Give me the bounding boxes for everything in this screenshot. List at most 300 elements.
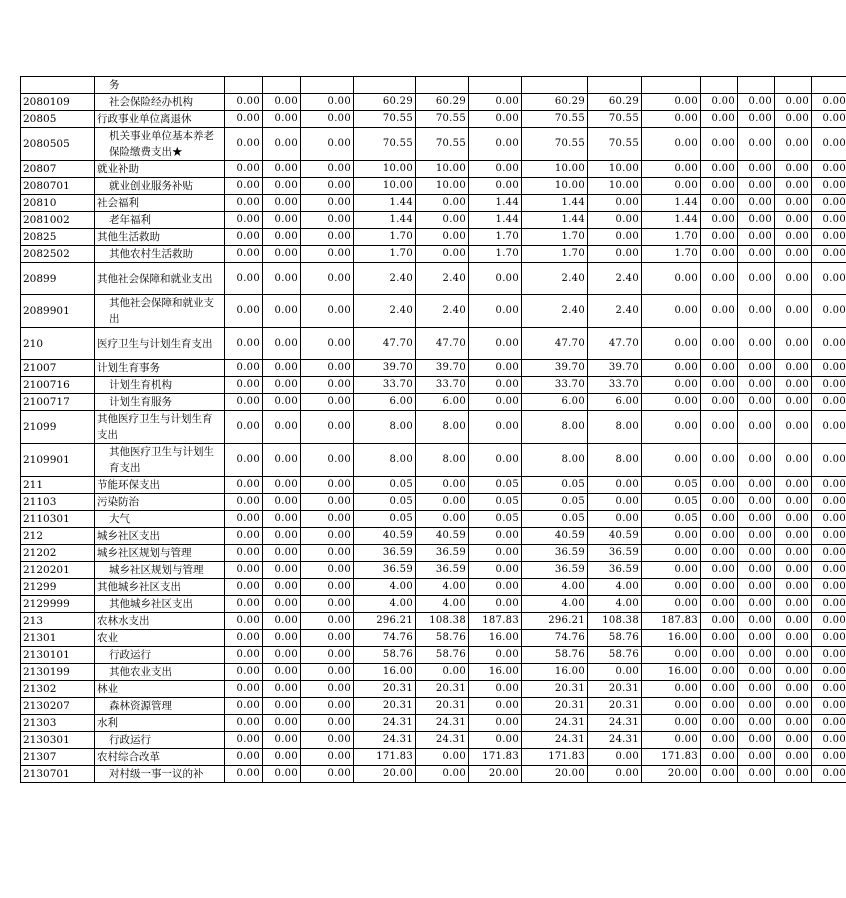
- amount-cell: 0.00: [301, 128, 354, 161]
- amount-cell: 0.00: [775, 295, 812, 328]
- amount-cell: 60.29: [354, 94, 416, 111]
- amount-cell: 0.00: [225, 111, 263, 128]
- amount-cell: 0.00: [225, 613, 263, 630]
- amount-cell: 0.00: [738, 444, 775, 477]
- amount-cell: 0.00: [812, 178, 846, 195]
- subject-code-cell: 20807: [21, 161, 95, 178]
- subject-name-cell: 社会保险经办机构: [95, 94, 225, 111]
- amount-cell: 0.00: [642, 715, 701, 732]
- subject-code-cell: 2129999: [21, 596, 95, 613]
- table-row: [21, 596, 846, 613]
- amount-cell: 0.00: [642, 528, 701, 545]
- amount-cell: 0.00: [701, 511, 738, 528]
- amount-cell: 0.00: [738, 411, 775, 444]
- amount-cell: 171.83: [642, 749, 701, 766]
- table-row: [21, 528, 846, 545]
- amount-cell: 0.00: [701, 360, 738, 377]
- table-row: [21, 128, 846, 161]
- amount-cell: 74.76: [522, 630, 588, 647]
- amount-cell: 47.70: [588, 328, 642, 360]
- amount-cell: 0.00: [738, 295, 775, 328]
- table-row: [21, 477, 846, 494]
- amount-cell: 0.00: [225, 444, 263, 477]
- amount-cell: 0.00: [642, 647, 701, 664]
- amount-cell: 0.00: [775, 766, 812, 783]
- amount-cell: 36.59: [416, 562, 469, 579]
- amount-cell: 0.00: [812, 411, 846, 444]
- amount-cell: [301, 77, 354, 94]
- amount-cell: 0.00: [301, 596, 354, 613]
- subject-name-cell: 农村综合改革: [95, 749, 225, 766]
- amount-cell: 0.00: [301, 212, 354, 229]
- amount-cell: 0.05: [522, 511, 588, 528]
- amount-cell: 0.00: [775, 732, 812, 749]
- subject-name-cell: 社会福利: [95, 195, 225, 212]
- amount-cell: 0.00: [812, 295, 846, 328]
- amount-cell: 0.00: [775, 128, 812, 161]
- amount-cell: 0.05: [642, 511, 701, 528]
- amount-cell: 0.00: [701, 263, 738, 295]
- amount-cell: 4.00: [522, 579, 588, 596]
- subject-code-cell: 21103: [21, 494, 95, 511]
- amount-cell: 0.00: [469, 579, 522, 596]
- amount-cell: 20.31: [416, 698, 469, 715]
- amount-cell: 0.00: [738, 613, 775, 630]
- amount-cell: 58.76: [588, 647, 642, 664]
- amount-cell: 0.00: [812, 111, 846, 128]
- amount-cell: 0.00: [263, 579, 301, 596]
- amount-cell: 0.00: [738, 681, 775, 698]
- amount-cell: 0.00: [642, 444, 701, 477]
- subject-name-cell: 就业补助: [95, 161, 225, 178]
- amount-cell: 0.00: [469, 715, 522, 732]
- amount-cell: 0.00: [775, 111, 812, 128]
- amount-cell: 33.70: [588, 377, 642, 394]
- subject-code-cell: 213: [21, 613, 95, 630]
- amount-cell: 20.31: [416, 681, 469, 698]
- subject-name-cell: 计划生育机构: [95, 377, 225, 394]
- amount-cell: 0.00: [812, 377, 846, 394]
- amount-cell: 0.00: [301, 494, 354, 511]
- subject-name-cell: 节能环保支出: [95, 477, 225, 494]
- amount-cell: 8.00: [354, 444, 416, 477]
- amount-cell: 1.70: [354, 246, 416, 263]
- subject-code-cell: 2110301: [21, 511, 95, 528]
- amount-cell: 0.00: [701, 477, 738, 494]
- amount-cell: [469, 77, 522, 94]
- amount-cell: 0.00: [263, 630, 301, 647]
- amount-cell: 0.00: [812, 229, 846, 246]
- amount-cell: 0.00: [701, 494, 738, 511]
- subject-name-cell: 其他生活救助: [95, 229, 225, 246]
- table-row: [21, 715, 846, 732]
- amount-cell: 33.70: [416, 377, 469, 394]
- table-row: [21, 732, 846, 749]
- amount-cell: 0.00: [812, 749, 846, 766]
- amount-cell: 0.00: [225, 562, 263, 579]
- amount-cell: 24.31: [354, 732, 416, 749]
- amount-cell: 0.00: [263, 545, 301, 562]
- amount-cell: 36.59: [588, 562, 642, 579]
- amount-cell: [354, 77, 416, 94]
- amount-cell: 0.00: [301, 295, 354, 328]
- amount-cell: 0.00: [812, 698, 846, 715]
- amount-cell: 0.00: [225, 766, 263, 783]
- amount-cell: 40.59: [354, 528, 416, 545]
- amount-cell: 0.00: [225, 161, 263, 178]
- amount-cell: 171.83: [522, 749, 588, 766]
- amount-cell: 0.00: [416, 229, 469, 246]
- amount-cell: 0.00: [738, 178, 775, 195]
- subject-code-cell: 2130701: [21, 766, 95, 783]
- amount-cell: 0.00: [301, 528, 354, 545]
- amount-cell: 0.00: [812, 562, 846, 579]
- amount-cell: 0.00: [469, 562, 522, 579]
- table-row: [21, 195, 846, 212]
- amount-cell: 0.00: [812, 394, 846, 411]
- amount-cell: 0.00: [738, 246, 775, 263]
- amount-cell: 0.00: [301, 111, 354, 128]
- subject-name-cell: 其他社会保障和就业支出: [95, 295, 225, 328]
- amount-cell: 0.00: [263, 94, 301, 111]
- amount-cell: 40.59: [416, 528, 469, 545]
- amount-cell: 0.00: [469, 681, 522, 698]
- amount-cell: 20.00: [354, 766, 416, 783]
- amount-cell: 0.00: [588, 511, 642, 528]
- amount-cell: 0.00: [812, 647, 846, 664]
- amount-cell: 0.00: [701, 562, 738, 579]
- amount-cell: 0.00: [263, 246, 301, 263]
- amount-cell: 0.00: [642, 545, 701, 562]
- amount-cell: 0.00: [701, 128, 738, 161]
- amount-cell: 0.05: [354, 477, 416, 494]
- subject-code-cell: 20805: [21, 111, 95, 128]
- amount-cell: 0.00: [225, 698, 263, 715]
- amount-cell: 58.76: [416, 647, 469, 664]
- amount-cell: 0.00: [738, 394, 775, 411]
- amount-cell: 0.05: [354, 494, 416, 511]
- amount-cell: 0.00: [225, 411, 263, 444]
- amount-cell: 6.00: [588, 394, 642, 411]
- table-row: [21, 295, 846, 328]
- subject-name-cell: 农林水支出: [95, 613, 225, 630]
- amount-cell: 20.31: [354, 681, 416, 698]
- amount-cell: 4.00: [416, 579, 469, 596]
- amount-cell: [522, 77, 588, 94]
- amount-cell: 10.00: [588, 161, 642, 178]
- amount-cell: 0.00: [738, 596, 775, 613]
- amount-cell: 0.00: [301, 562, 354, 579]
- amount-cell: [775, 77, 812, 94]
- amount-cell: 0.05: [469, 511, 522, 528]
- subject-code-cell: 21007: [21, 360, 95, 377]
- amount-cell: 0.00: [301, 545, 354, 562]
- subject-code-cell: 2082502: [21, 246, 95, 263]
- amount-cell: 0.00: [812, 766, 846, 783]
- amount-cell: 0.00: [225, 94, 263, 111]
- subject-code-cell: 2080701: [21, 178, 95, 195]
- amount-cell: 8.00: [416, 444, 469, 477]
- amount-cell: 0.00: [738, 477, 775, 494]
- table-row: [21, 94, 846, 111]
- subject-name-cell: 城乡社区支出: [95, 528, 225, 545]
- amount-cell: 0.00: [263, 394, 301, 411]
- amount-cell: 0.00: [738, 328, 775, 360]
- amount-cell: 0.00: [263, 360, 301, 377]
- amount-cell: 0.00: [738, 360, 775, 377]
- amount-cell: 1.44: [642, 195, 701, 212]
- amount-cell: 4.00: [588, 579, 642, 596]
- amount-cell: 0.00: [225, 749, 263, 766]
- amount-cell: 0.00: [642, 579, 701, 596]
- amount-cell: 0.05: [469, 477, 522, 494]
- amount-cell: 0.00: [701, 613, 738, 630]
- subject-name-cell: 行政运行: [95, 732, 225, 749]
- amount-cell: 6.00: [354, 394, 416, 411]
- subject-code-cell: 2080109: [21, 94, 95, 111]
- amount-cell: 0.00: [812, 545, 846, 562]
- amount-cell: 0.00: [642, 178, 701, 195]
- amount-cell: 47.70: [354, 328, 416, 360]
- amount-cell: 0.00: [301, 613, 354, 630]
- amount-cell: 0.00: [225, 128, 263, 161]
- amount-cell: 296.21: [522, 613, 588, 630]
- amount-cell: 24.31: [588, 732, 642, 749]
- amount-cell: 0.00: [263, 444, 301, 477]
- amount-cell: 0.00: [225, 596, 263, 613]
- amount-cell: 0.00: [775, 444, 812, 477]
- amount-cell: 0.00: [469, 596, 522, 613]
- subject-name-cell: 大气: [95, 511, 225, 528]
- amount-cell: 0.00: [301, 161, 354, 178]
- amount-cell: 0.00: [701, 246, 738, 263]
- amount-cell: 108.38: [588, 613, 642, 630]
- amount-cell: 0.00: [701, 545, 738, 562]
- amount-cell: 0.00: [642, 360, 701, 377]
- table-row: [21, 263, 846, 295]
- amount-cell: 0.00: [225, 715, 263, 732]
- amount-cell: 0.00: [701, 161, 738, 178]
- amount-cell: 0.00: [225, 664, 263, 681]
- amount-cell: 39.70: [522, 360, 588, 377]
- table-row: [21, 111, 846, 128]
- amount-cell: 108.38: [416, 613, 469, 630]
- amount-cell: 58.76: [416, 630, 469, 647]
- amount-cell: 0.00: [701, 229, 738, 246]
- table-row: [21, 394, 846, 411]
- amount-cell: 0.00: [588, 494, 642, 511]
- amount-cell: 0.05: [469, 494, 522, 511]
- amount-cell: 4.00: [416, 596, 469, 613]
- amount-cell: 0.00: [775, 715, 812, 732]
- amount-cell: 0.00: [775, 377, 812, 394]
- subject-code-cell: 2109901: [21, 444, 95, 477]
- amount-cell: 70.55: [416, 128, 469, 161]
- amount-cell: 1.44: [522, 212, 588, 229]
- amount-cell: 0.00: [701, 579, 738, 596]
- amount-cell: 0.00: [225, 647, 263, 664]
- amount-cell: 36.59: [354, 562, 416, 579]
- amount-cell: 8.00: [588, 411, 642, 444]
- amount-cell: 16.00: [522, 664, 588, 681]
- amount-cell: 0.00: [812, 360, 846, 377]
- amount-cell: 1.70: [469, 229, 522, 246]
- amount-cell: 1.44: [522, 195, 588, 212]
- table-row: [21, 212, 846, 229]
- amount-cell: 0.00: [225, 377, 263, 394]
- amount-cell: 58.76: [588, 630, 642, 647]
- amount-cell: 0.00: [263, 195, 301, 212]
- subject-name-cell: 务: [95, 77, 225, 94]
- amount-cell: 0.00: [738, 511, 775, 528]
- amount-cell: [225, 77, 263, 94]
- amount-cell: 10.00: [588, 178, 642, 195]
- amount-cell: 0.00: [588, 749, 642, 766]
- amount-cell: 0.00: [701, 295, 738, 328]
- amount-cell: 0.00: [701, 528, 738, 545]
- amount-cell: 0.00: [588, 229, 642, 246]
- amount-cell: 0.00: [469, 545, 522, 562]
- amount-cell: 20.31: [522, 681, 588, 698]
- amount-cell: 0.00: [812, 477, 846, 494]
- amount-cell: 0.00: [263, 698, 301, 715]
- amount-cell: 0.00: [263, 528, 301, 545]
- amount-cell: 0.00: [301, 377, 354, 394]
- amount-cell: 0.00: [775, 195, 812, 212]
- table-row: [21, 545, 846, 562]
- subject-code-cell: 21299: [21, 579, 95, 596]
- amount-cell: 0.00: [738, 698, 775, 715]
- amount-cell: 0.00: [701, 178, 738, 195]
- amount-cell: 0.00: [812, 511, 846, 528]
- subject-name-cell: 污染防治: [95, 494, 225, 511]
- amount-cell: 0.00: [469, 328, 522, 360]
- amount-cell: 0.00: [263, 178, 301, 195]
- subject-name-cell: 老年福利: [95, 212, 225, 229]
- amount-cell: 0.00: [701, 377, 738, 394]
- amount-cell: 0.00: [812, 444, 846, 477]
- amount-cell: 0.00: [301, 394, 354, 411]
- amount-cell: 0.00: [469, 411, 522, 444]
- amount-cell: 10.00: [416, 161, 469, 178]
- subject-name-cell: 计划生育服务: [95, 394, 225, 411]
- amount-cell: 0.00: [416, 477, 469, 494]
- table-row: [21, 328, 846, 360]
- subject-code-cell: 2080505: [21, 128, 95, 161]
- table-row: [21, 664, 846, 681]
- amount-cell: 0.00: [701, 111, 738, 128]
- amount-cell: 0.00: [588, 477, 642, 494]
- amount-cell: 33.70: [354, 377, 416, 394]
- amount-cell: 0.00: [775, 681, 812, 698]
- amount-cell: 1.70: [642, 246, 701, 263]
- amount-cell: 0.00: [738, 545, 775, 562]
- subject-code-cell: 21099: [21, 411, 95, 444]
- amount-cell: 1.70: [469, 246, 522, 263]
- amount-cell: 0.00: [469, 128, 522, 161]
- amount-cell: 0.00: [775, 647, 812, 664]
- amount-cell: 0.00: [642, 94, 701, 111]
- amount-cell: 0.00: [642, 681, 701, 698]
- table-row: [21, 647, 846, 664]
- amount-cell: 0.05: [522, 477, 588, 494]
- subject-code-cell: 210: [21, 328, 95, 360]
- amount-cell: 10.00: [522, 178, 588, 195]
- amount-cell: 1.70: [642, 229, 701, 246]
- amount-cell: 40.59: [522, 528, 588, 545]
- amount-cell: 0.00: [701, 715, 738, 732]
- amount-cell: 40.59: [588, 528, 642, 545]
- amount-cell: 0.00: [263, 511, 301, 528]
- subject-name-cell: 行政运行: [95, 647, 225, 664]
- amount-cell: 33.70: [522, 377, 588, 394]
- amount-cell: 6.00: [522, 394, 588, 411]
- subject-name-cell: 医疗卫生与计划生育支出: [95, 328, 225, 360]
- amount-cell: 0.00: [775, 630, 812, 647]
- amount-cell: 36.59: [522, 545, 588, 562]
- amount-cell: 70.55: [588, 128, 642, 161]
- amount-cell: 0.00: [225, 630, 263, 647]
- amount-cell: 0.00: [775, 562, 812, 579]
- amount-cell: 0.00: [588, 195, 642, 212]
- amount-cell: 16.00: [642, 630, 701, 647]
- amount-cell: 1.44: [354, 212, 416, 229]
- amount-cell: 0.00: [301, 328, 354, 360]
- amount-cell: 0.00: [263, 128, 301, 161]
- amount-cell: 0.00: [701, 732, 738, 749]
- amount-cell: 0.00: [775, 545, 812, 562]
- amount-cell: 36.59: [354, 545, 416, 562]
- subject-code-cell: 21202: [21, 545, 95, 562]
- amount-cell: 0.00: [469, 178, 522, 195]
- amount-cell: 171.83: [469, 749, 522, 766]
- amount-cell: 70.55: [354, 111, 416, 128]
- table-row: [21, 630, 846, 647]
- amount-cell: 0.00: [812, 613, 846, 630]
- table-row: [21, 444, 846, 477]
- amount-cell: 36.59: [416, 545, 469, 562]
- amount-cell: 0.00: [469, 444, 522, 477]
- amount-cell: 0.00: [263, 749, 301, 766]
- amount-cell: 58.76: [354, 647, 416, 664]
- amount-cell: 2.40: [588, 295, 642, 328]
- amount-cell: 74.76: [354, 630, 416, 647]
- amount-cell: [642, 77, 701, 94]
- amount-cell: 20.00: [469, 766, 522, 783]
- amount-cell: 0.00: [701, 94, 738, 111]
- amount-cell: 0.00: [642, 562, 701, 579]
- amount-cell: 0.00: [416, 246, 469, 263]
- amount-cell: 0.00: [701, 698, 738, 715]
- amount-cell: 0.00: [701, 664, 738, 681]
- amount-cell: 0.00: [416, 766, 469, 783]
- amount-cell: 16.00: [469, 664, 522, 681]
- amount-cell: 39.70: [416, 360, 469, 377]
- amount-cell: 0.00: [738, 528, 775, 545]
- amount-cell: 2.40: [522, 295, 588, 328]
- amount-cell: 0.00: [812, 664, 846, 681]
- amount-cell: 0.00: [738, 128, 775, 161]
- amount-cell: 20.00: [522, 766, 588, 783]
- amount-cell: 16.00: [642, 664, 701, 681]
- table-row: [21, 178, 846, 195]
- amount-cell: 0.00: [738, 732, 775, 749]
- subject-name-cell: 其他农业支出: [95, 664, 225, 681]
- table-row: [21, 579, 846, 596]
- amount-cell: 0.00: [775, 246, 812, 263]
- amount-cell: 0.00: [301, 681, 354, 698]
- amount-cell: 0.00: [263, 328, 301, 360]
